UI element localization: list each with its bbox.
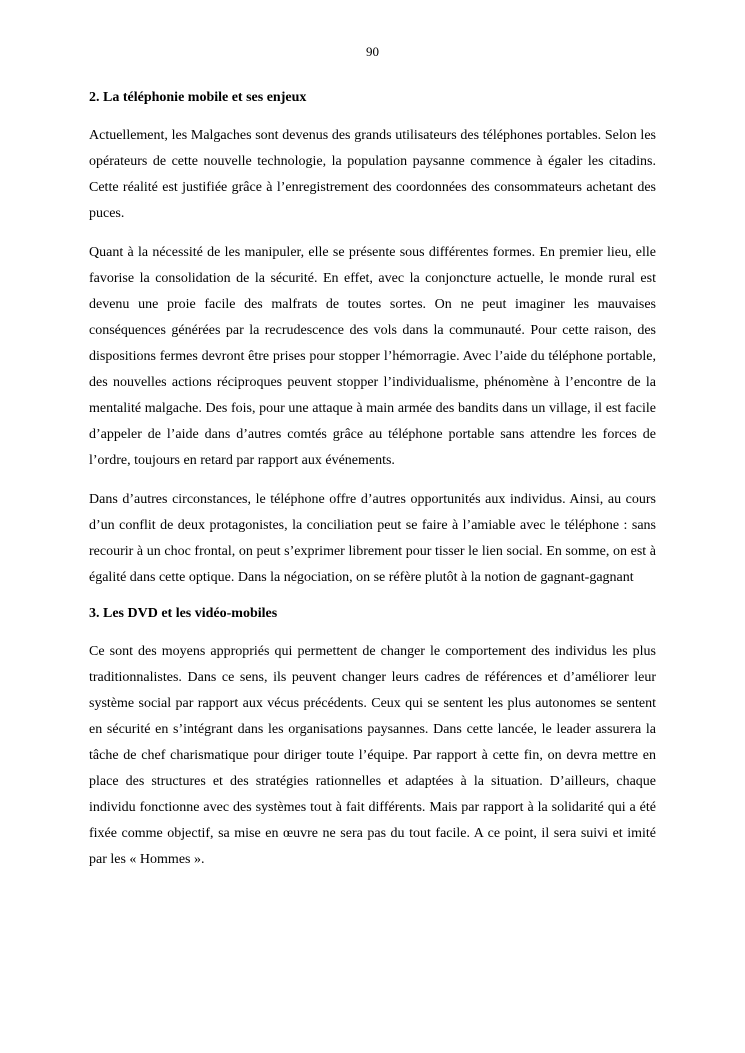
section-dvd-video-mobiles [89, 604, 656, 873]
section-heading: 3. Les DVD et les vidéo-mobiles [89, 606, 278, 621]
section-heading: 2. La téléphonie mobile et ses enjeux [89, 90, 307, 105]
paragraph: Actuellement, les Malgaches sont devenus des grands utilisateurs des téléphones portables. Selon les opérateurs de cette nouvelle technologie, la population paysanne commence à égaler les citadins. Cette réalité est justifiée grâce à l’enregistrement des coordonnées des consommateurs achetant des puces. [89, 128, 656, 221]
page-content [89, 88, 656, 886]
page-number: 90 [366, 44, 379, 59]
paragraph: Dans d’autres circonstances, le téléphone offre d’autres opportunités aux individus. Ainsi, au cours d’un conflit de deux protagonistes, la conciliation peut se faire à l’amiable avec le téléphone : sans recourir à un choc frontal, on peut s’exprimer librement pour tisser le lien social. En somme, on est à égalité dans cette optique. Dans la négociation, on se réfère plutôt à la notion de gagnant-gagnant [89, 492, 656, 585]
section-telephonie-mobile [89, 88, 656, 591]
paragraph: Quant à la nécessité de les manipuler, elle se présente sous différentes formes. En premier lieu, elle favorise la consolidation de la sécurité. En effet, avec la conjoncture actuelle, le monde rural est devenu une proie facile des malfrats de toutes sortes. On ne peut imaginer les mauvaises conséquences générées par la recrudescence des vols dans la communauté. Pour cette raison, des dispositions fermes devront être prises pour stopper l’hémorragie. Avec l’aide du téléphone portable, des nouvelles actions réciproques peuvent stopper l’individualisme, phénomène à l’encontre de la mentalité malgache. Des fois, pour une attaque à main armée des bandits dans un village, il est facile d’appeler de l’aide dans d’autres comtés grâce au téléphone portable sans attendre les forces de l’ordre, toujours en retard par rapport aux événements. [89, 245, 656, 468]
paragraph: Ce sont des moyens appropriés qui permettent de changer le comportement des individus les plus traditionnalistes. Dans ce sens, ils peuvent changer leurs cadres de références et d’améliorer leur système social par rapport aux vécus précédents. Ceux qui se sentent les plus autonomes se sentent en sécurité en s’intégrant dans les organisations paysannes. Dans cette lancée, le leader assurera la tâche de chef charismatique pour diriger toute l’équipe. Par rapport à cette fin, on devra mettre en place des structures et des stratégies rationnelles et adaptées à la situation. D’ailleurs, chaque individu fonctionne avec des systèmes tout à fait différents. Mais par rapport à la solidarité qui a été fixée comme objectif, sa mise en œuvre ne sera pas du tout facile. A ce point, il sera suivi et imité par les « Hommes ». [89, 644, 656, 867]
